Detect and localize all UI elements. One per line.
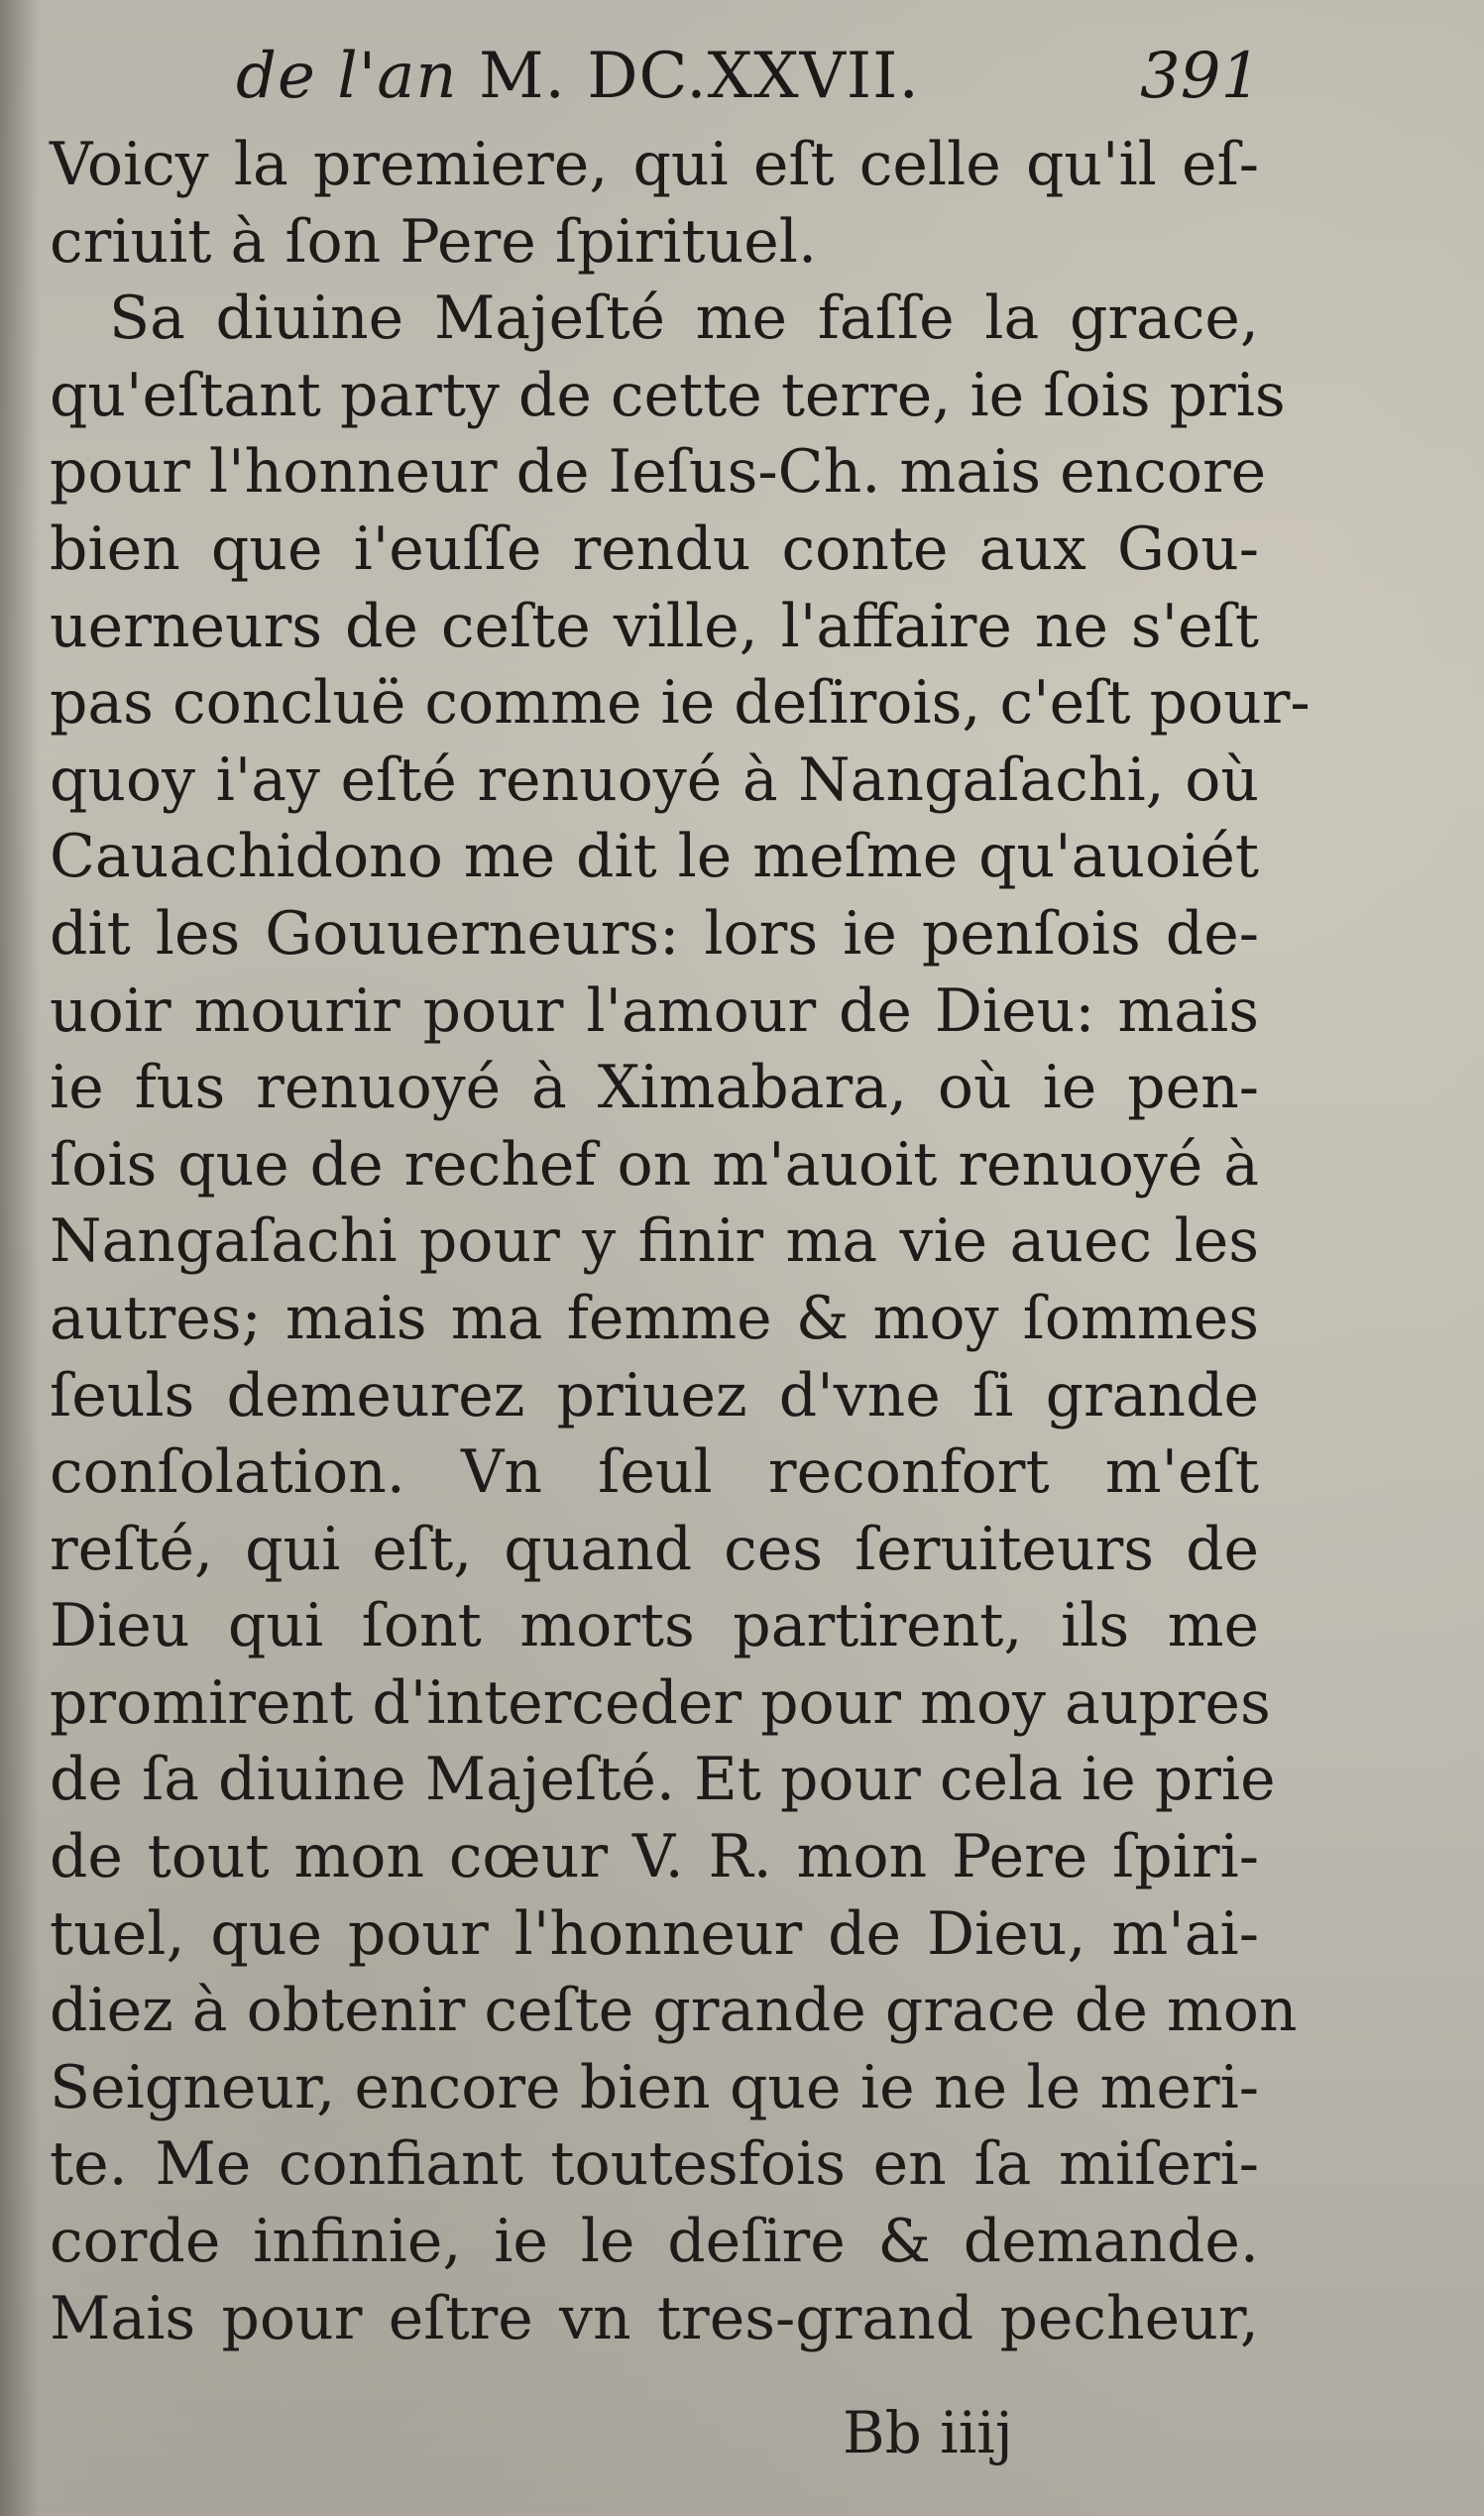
text-line: Seigneur, encore bien que ie ne le meri-: [50, 2052, 1259, 2122]
page-gutter-shadow: [0, 0, 40, 2516]
text-line: uoir mourir pour l'amour de Dieu: mais: [50, 975, 1259, 1046]
body-text: [50, 127, 1311, 2357]
text-line: criuit à ſon Pere ſpirituel.: [50, 206, 818, 277]
text-line: dit les Gouuerneurs: lors ie penſois de-: [50, 898, 1259, 969]
text-line: qu'eſtant party de cette terre, ie ſois pris: [50, 360, 1286, 430]
text-line: Voicy la premiere, qui eſt celle qu'il eſ-: [50, 130, 1259, 199]
page-number: 391: [1140, 40, 1262, 113]
text-line: ie fus renuoyé à Ximabara, où ie pen-: [50, 1053, 1259, 1123]
running-head: [236, 40, 920, 113]
text-line: Dieu qui ſont morts partirent, ils me: [50, 1591, 1259, 1661]
text-line: ſois que de rechef on m'auoit renuoyé à: [50, 1129, 1259, 1200]
text-line: Cauachidono me dit le meſme qu'auoiét: [50, 822, 1259, 892]
text-line: de tout mon cœur V. R. mon Pere ſpiri-: [50, 1822, 1259, 1892]
text-line: Mais pour eſtre vn tres-grand pecheur,: [50, 2283, 1259, 2353]
text-line: Nangaſachi pour y finir ma vie auec les: [50, 1206, 1259, 1277]
text-line: autres; mais ma femme & moy ſommes: [50, 1283, 1259, 1353]
text-line: Sa diuine Majeſté me faſſe la grace,: [109, 284, 1259, 354]
text-line: pour l'honneur de Ieſus-Ch. mais encore: [50, 437, 1267, 508]
page-header: [0, 40, 1484, 129]
text-line: quoy i'ay eſté renuoyé à Nangaſachi, où: [50, 744, 1259, 815]
text-line: diez à obtenir ceſte grande grace de mon: [50, 1976, 1298, 2046]
text-line: promirent d'interceder pour moy aupres: [50, 1667, 1271, 1738]
text-line: conſolation. Vn ſeul reconfort m'eſt: [50, 1437, 1259, 1508]
text-line: de ſa diuine Majeſté. Et pour cela ie prie: [50, 1745, 1276, 1815]
text-line: pas concluë comme ie deſirois, c'eſt pour-: [50, 668, 1311, 739]
running-head-roman: M. DC.XXVII.: [478, 40, 920, 113]
text-line: corde infinie, ie le deſire & demande.: [50, 2207, 1259, 2277]
text-line: ſeuls demeurez priuez d'vne ſi grande: [50, 1360, 1259, 1430]
text-line: tuel, que pour l'honneur de Dieu, m'ai-: [50, 1898, 1259, 1969]
running-head-italic: de l'an: [236, 40, 458, 113]
text-line: reſté, qui eſt, quand ces ſeruiteurs de: [50, 1514, 1259, 1584]
text-line: te. Me confiant toutesfois en ſa miſeri-: [50, 2129, 1259, 2200]
text-line: bien que i'euſſe rendu conte aux Gou-: [50, 514, 1259, 584]
signature-mark: Bb iiij: [843, 2399, 1013, 2466]
text-line: uerneurs de ceſte ville, l'affaire ne s'eſt: [50, 591, 1259, 661]
